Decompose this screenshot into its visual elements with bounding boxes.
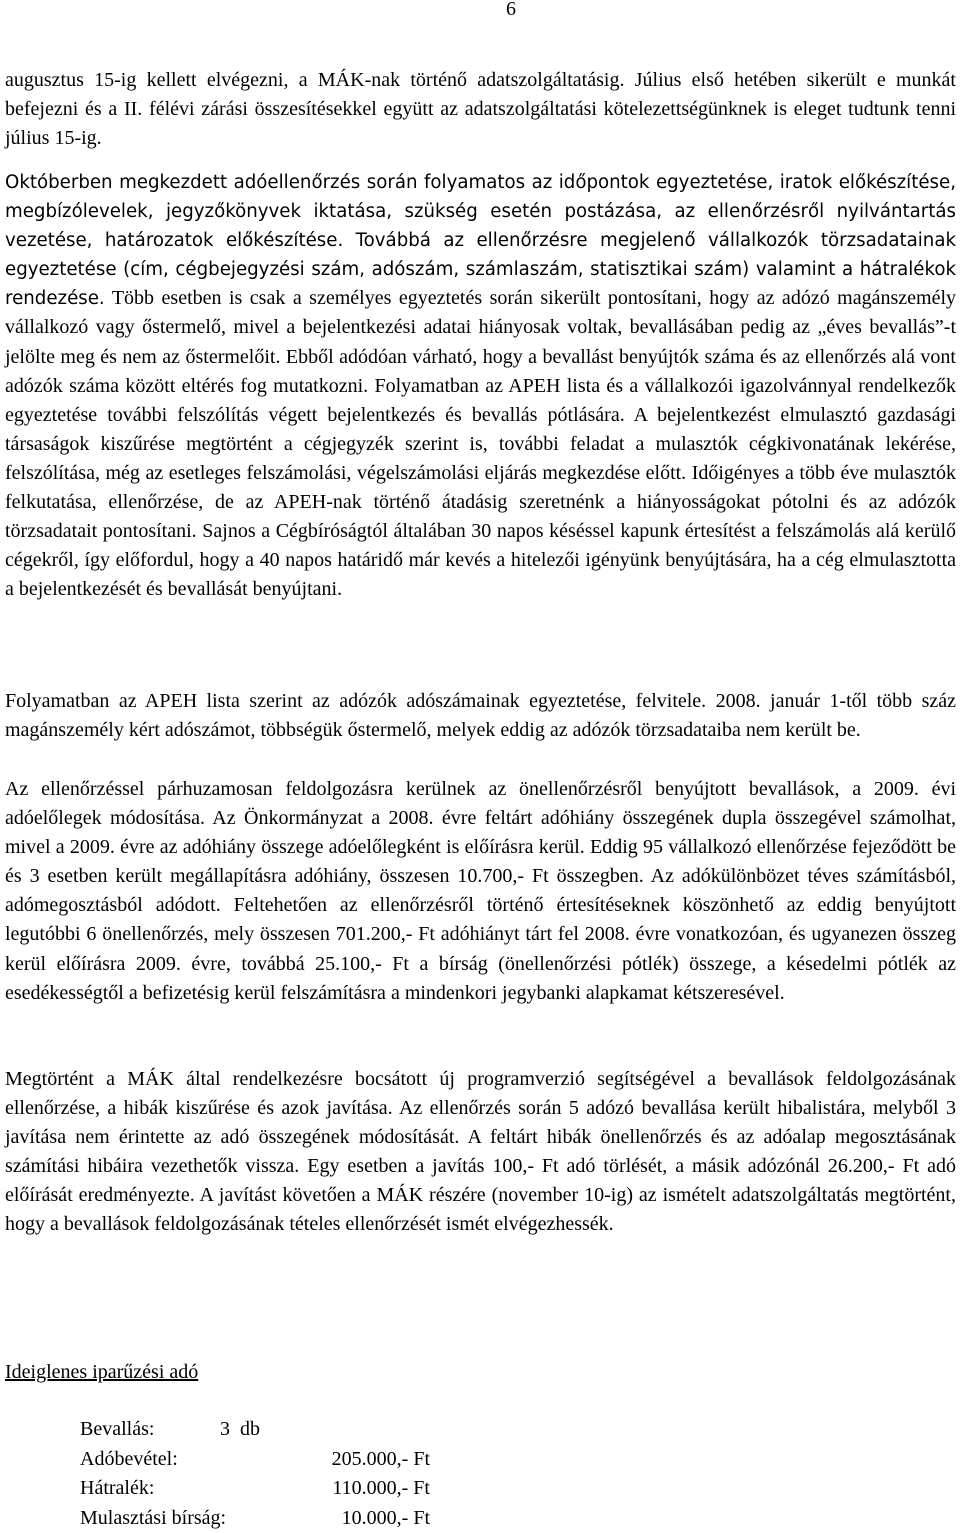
summary-row (80, 1445, 430, 1475)
summary-value: 10.000,- Ft (341, 1506, 430, 1529)
summary-label: Mulasztási bírság: (80, 1506, 227, 1529)
summary-table (80, 1415, 430, 1533)
paragraph-program-version: Megtörtént a MÁK által rendelkezésre bocsátott új programverzió segítségével a bevallások feldolgozásának ellenőrzése, a hibák kiszűrése és azok javítása. Az ellenőrzés során 5 adózó bevallása került hibalistára, melyből 3 javítása nem érintette az adó összegének módosítását. A feltárt hibák önellenőrzés és az adóalap megosztásának számítási hibáira vezethetők vissza. Egy esetben a javítás 100,- Ft adó törlését, a másik adózónál 26.200,- Ft adó előírását eredményezte. A javítást követően a MÁK részére (november 10-ig) az ismételt adatszolgáltatás megtörtént, hogy a bevallások feldolgozásának tételes ellenőrzését ismét elvégezhessék. (5, 1068, 956, 1236)
paragraph-tax-audit (5, 168, 956, 604)
summary-row (80, 1415, 430, 1445)
summary-label: Bevallás: (80, 1418, 155, 1440)
paragraph-self-revision: Az ellenőrzéssel párhuzamosan feldolgozásra kerülnek az önellenőrzésről benyújtott bevallások, a 2009. évi adóelőlegek módosítása. Az Önkormányzat a 2008. évre feltárt adóhiány összegének dupla összegével számolhat, mivel a 2009. évre az adóhiány összege adóelőlegként is előírásra kerül. Eddig 95 vállalkozó ellenőrzése fejeződött be és 3 esetben került megállapításra adóhiány, összesen 10.700,- Ft összegben. Az adókülönbözet téves számításból, adómegosztásból adódott. Feltehetően az ellenőrzésről történő értesítéseknek köszönhető az eddig benyújtott legutóbbi 6 önellenőrzés, mely összesen 701.200,- Ft adóhiányt tárt fel 2008. évre vonatkozóan, és ugyanezen összeg kerül előírásra 2009. évre, továbbá 25.100,- Ft a bírság (önellenőrzési pótlék) összege, a késedelmi pótlék az esedékességtől a befizetésig kerül felszámításra a mindenkori jegybanki alapkamat kétszeresével. (5, 778, 956, 1004)
summary-value: 205.000,- Ft (331, 1447, 430, 1470)
summary-value: 110.000,- Ft (332, 1477, 430, 1499)
paragraph-tax-audit-part-2: Több esetben is csak a személyes egyeztetés során sikerült pontosítani, hogy az adózó magánszemély vállalkozó vagy őstermelő, mivel a bejelentkezési adatai hiányosak voltak, bevallásában pedig az „éves bevallás”-t jelölte meg és nem az őstermelőit. Ebből adódóan várható, hogy a bevallást benyújtók száma és az ellenőrzés alá vont adózók száma között eltérés fog mutatkozni. Folyamatban az APEH lista és a vállalkozói igazolvánnyal rendelkezők egyeztetése további felszólítás végett bejelentkezés és bevallás pótlására. A bejelentkezést elmulasztó gazdasági társaságok kiszűrése megtörtént a cégjegyzék szerint is, további feladat a mulasztók cégkivonatának lekérése, felszólítása, még az esetleges felszámolási, végelszámolási eljárás megkezdése előtt. Időigényes a több éve mulasztók felkutatása, ellenőrzése, de az APEH-nak történő átadásig szeretnénk a hiányosságokat pótolni és az adózók törzsadatait pontosítani. Sajnos a Cégbíróságtól általában 30 napos késéssel kapunk értesítést a felszámolás alá kerülő cégekről, így előfordul, hogy a 40 napos határidő már kevés a hitelezői igényünk benyújtására, ha a cég elmulasztotta a bejelentkezését és bevallását benyújtani. (5, 287, 957, 601)
summary-row (80, 1504, 430, 1533)
summary-label: Hátralék: (80, 1477, 155, 1499)
summary-label: Adóbevétel: (80, 1447, 178, 1470)
summary-value: 3 db (220, 1418, 260, 1440)
section-heading: Ideiglenes iparűzési adó (5, 1361, 199, 1383)
paragraph-tax-audit-part-1: Októberben megkezdett adóellenőrzés során folyamatos az időpontok egyeztetése, iratok előkészítése, megbízólevelek, jegyzőkönyvek iktatása, szükség esetén postázása, az ellenőrzésről nyilvántartás vezetése, határozatok előkészítése. Továbbá az ellenőrzésre megjelenő vállalkozók törzsadatainak egyeztetése (cím, cégbejegyzési szám, adószám, számlaszám, statisztikai szám) valamint a hátralékok rendezése. (5, 172, 956, 310)
paragraph-apeh-tax-numbers: Folyamatban az APEH lista szerint az adózók adószámainak egyeztetése, felvitele. 2008. január 1-től több száz magánszemély kért adószámot, többségük őstermelő, melyek eddig az adózók törzsadataiba nem került be. (5, 690, 956, 742)
paragraph-mak-data-supply: augusztus 15-ig kellett elvégezni, a MÁK-nak történő adatszolgáltatásig. Július első hetében sikerült e munkát befejezni és a II. félévi zárási összesítésekkel együtt az adatszolgáltatási kötelezettségünknek is eleget tudtunk tenni július 15-ig. (5, 69, 956, 150)
summary-row (80, 1474, 430, 1504)
page-number: 6 (506, 0, 516, 20)
